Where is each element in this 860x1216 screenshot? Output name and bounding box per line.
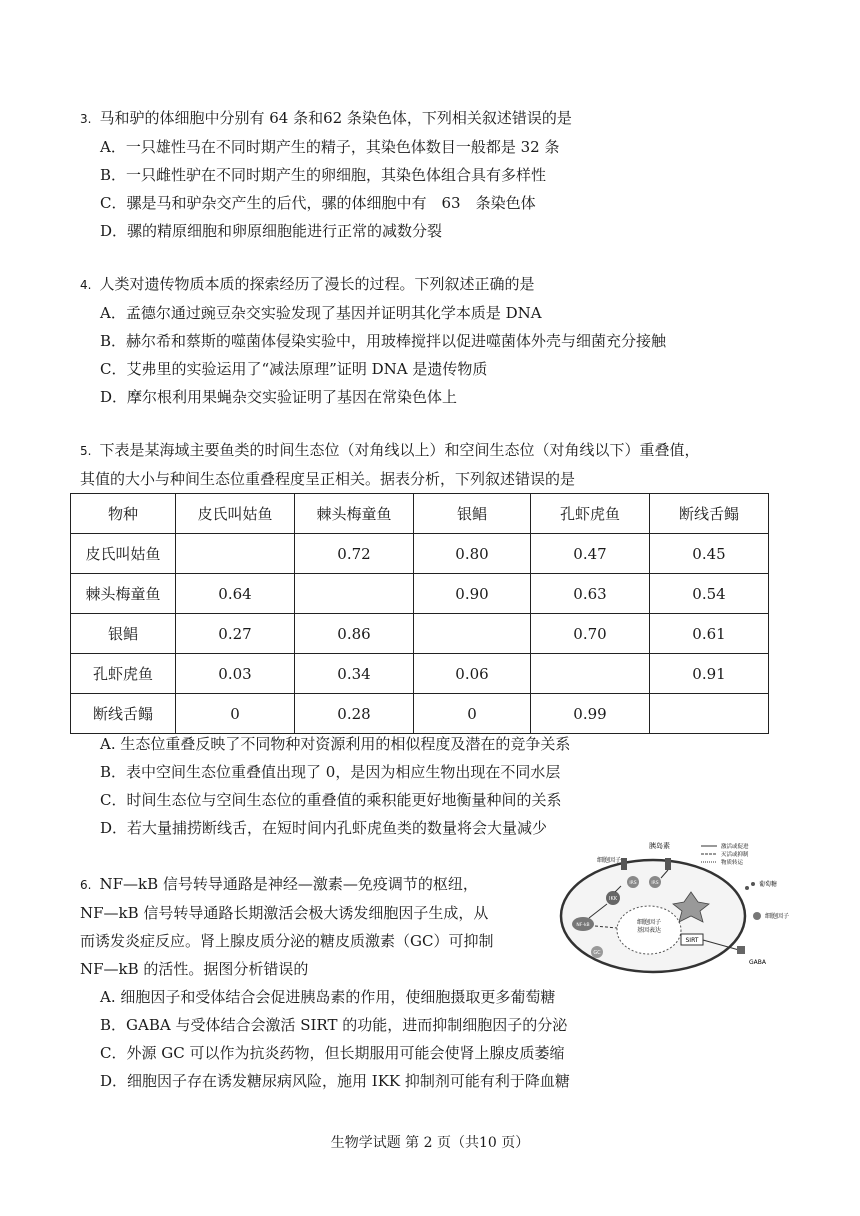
ikk-label: IKK xyxy=(608,896,618,902)
cytokine-right-dot xyxy=(753,912,761,920)
option-c: C．骡是马和驴杂交产生的后代，骡的体细胞中有 63 条染色体 xyxy=(100,194,536,212)
glucose-label: 葡萄糖 xyxy=(759,881,778,888)
option-c: C．外源 GC 可以作为抗炎药物，但长期服用可能会使肾上腺皮质萎缩 xyxy=(100,1044,565,1062)
question-5-options xyxy=(80,730,780,842)
option-b: B．赫尔希和蔡斯的噬菌体侵染实验中，用玻棒搅拌以促进噬菌体外壳与细菌充分接触 xyxy=(100,332,667,350)
glucose-dot xyxy=(751,882,755,886)
table-cell: 断线舌鳎 xyxy=(71,694,176,734)
legend-activate: 激活或促进 xyxy=(721,844,749,850)
question-stem: 马和驴的体细胞中分别有 64 条和62 条染色体，下列相关叙述错误的是 xyxy=(99,109,572,127)
glucose-dot xyxy=(745,886,749,890)
table-cell: 0.72 xyxy=(295,534,414,574)
table-cell: 0.91 xyxy=(650,654,769,694)
question-stem-line1: NF—kB 信号转导通路是神经—激素—免疫调节的枢纽， xyxy=(99,875,478,893)
table-header-cell: 物种 xyxy=(71,494,176,534)
option-a: A. 细胞因子和受体结合会促进胰岛素的作用，使细胞摄取更多葡萄糖 xyxy=(100,988,556,1006)
table-header-cell: 断线舌鳎 xyxy=(650,494,769,534)
table-row xyxy=(71,694,769,734)
table-cell: 0.06 xyxy=(414,654,531,694)
table-header-cell: 棘头梅童鱼 xyxy=(295,494,414,534)
table-cell: 0 xyxy=(414,694,531,734)
table-cell: 0.64 xyxy=(176,574,295,614)
cytokine-right-label: 细胞因子 xyxy=(765,913,790,920)
table-cell xyxy=(414,614,531,654)
receptor-insulin xyxy=(665,858,671,870)
question-number: 6. xyxy=(80,878,92,892)
question-stem-line2: NF—kB 信号转导通路长期激活会极大诱发细胞因子生成，从 xyxy=(80,904,489,922)
nfkb-label: NF-kB xyxy=(576,923,590,928)
table-cell: 0.99 xyxy=(531,694,650,734)
option-b: B．表中空间生态位重叠值出现了 0，是因为相应生物出现在不同水层 xyxy=(100,763,561,781)
table-row xyxy=(71,654,769,694)
table-cell: 0.34 xyxy=(295,654,414,694)
option-d: D．细胞因子存在诱发糖尿病风险，施用 IKK 抑制剂可能有利于降血糖 xyxy=(100,1072,570,1090)
table-cell xyxy=(295,574,414,614)
gaba-label: GABA xyxy=(749,959,766,966)
table-cell: 0.28 xyxy=(295,694,414,734)
question-stem-line3: 而诱发炎症反应。肾上腺皮质分泌的糖皮质激素（GC）可抑制 xyxy=(80,932,494,950)
option-a: A. 生态位重叠反映了不同物种对资源利用的相似程度及潜在的竞争关系 xyxy=(100,735,571,753)
legend-inhibit: 灭活或抑制 xyxy=(721,852,749,858)
receptor-left xyxy=(621,858,627,870)
table-cell: 0.61 xyxy=(650,614,769,654)
table-cell xyxy=(650,694,769,734)
table-row xyxy=(71,614,769,654)
table-header-cell: 银鲳 xyxy=(414,494,531,534)
table-cell: 0.90 xyxy=(414,574,531,614)
question-number: 5. xyxy=(80,444,92,458)
table-cell: 孔虾虎鱼 xyxy=(71,654,176,694)
table-row xyxy=(71,534,769,574)
table-cell: 0 xyxy=(176,694,295,734)
legend-transport: 物质转运 xyxy=(721,860,744,866)
niche-overlap-table xyxy=(70,493,769,734)
cell-signaling-figure xyxy=(553,840,821,976)
nucleus-label-2: 基因表达 xyxy=(636,927,662,934)
table-cell: 0.54 xyxy=(650,574,769,614)
question-number: 4. xyxy=(80,278,92,292)
gc-label: GC xyxy=(593,950,601,956)
option-b: B．一只雌性驴在不同时期产生的卵细胞，其染色体组合具有多样性 xyxy=(100,166,547,184)
table-cell: 皮氏叫姑鱼 xyxy=(71,534,176,574)
table-header-row xyxy=(71,494,769,534)
question-stem: 人类对遗传物质本质的探索经历了漫长的过程。下列叙述正确的是 xyxy=(99,275,535,293)
table-cell: 0.47 xyxy=(531,534,650,574)
question-stem-line1: 下表是某海域主要鱼类的时间生态位（对角线以上）和空间生态位（对角线以下）重叠值， xyxy=(99,441,700,459)
irs-label-1: IRS xyxy=(629,881,637,886)
table-cell xyxy=(176,534,295,574)
table-cell: 棘头梅童鱼 xyxy=(71,574,176,614)
option-c: C．时间生态位与空间生态位的重叠值的乘积能更好地衡量种间的关系 xyxy=(100,791,562,809)
table-cell: 0.27 xyxy=(176,614,295,654)
table-cell: 0.63 xyxy=(531,574,650,614)
option-a: A．孟德尔通过豌豆杂交实验发现了基因并证明其化学本质是 DNA xyxy=(100,304,542,322)
option-b: B．GABA 与受体结合会激活 SIRT 的功能，进而抑制细胞因子的分泌 xyxy=(100,1016,568,1034)
option-a: A．一只雄性马在不同时期产生的精子，其染色体数目一般都是 32 条 xyxy=(100,138,560,156)
table-cell: 0.03 xyxy=(176,654,295,694)
sirt-label: SIRT xyxy=(685,937,699,944)
table-cell: 0.86 xyxy=(295,614,414,654)
table-header-cell: 皮氏叫姑鱼 xyxy=(176,494,295,534)
question-stem-line4: NF—kB 的活性。据图分析错误的 xyxy=(80,960,309,978)
question-4 xyxy=(80,270,780,411)
table-header-cell: 孔虾虎鱼 xyxy=(531,494,650,534)
page-footer: 生物学试题 第 2 页（共10 页） xyxy=(330,1135,530,1151)
table-cell: 银鲳 xyxy=(71,614,176,654)
question-number: 3. xyxy=(80,112,92,126)
table-cell xyxy=(531,654,650,694)
option-d: D．骡的精原细胞和卵原细胞能进行正常的减数分裂 xyxy=(100,222,443,240)
nucleus-label-1: 细胞因子 xyxy=(636,919,662,926)
question-5-stem xyxy=(80,436,780,493)
gaba-receptor xyxy=(737,946,745,954)
question-3 xyxy=(80,104,780,245)
irs-label-2: IRS xyxy=(651,881,659,886)
insulin-label: 胰岛素 xyxy=(649,842,670,850)
question-stem-line2: 其值的大小与种间生态位重叠程度呈正相关。据表分析，下列叙述错误的是 xyxy=(80,470,576,488)
table-cell: 0.70 xyxy=(531,614,650,654)
option-c: C．艾弗里的实验运用了“减法原理”证明 DNA 是遗传物质 xyxy=(100,360,488,378)
table-row xyxy=(71,574,769,614)
cytokine-left-label: 细胞因子 xyxy=(597,857,622,864)
table-cell: 0.80 xyxy=(414,534,531,574)
option-d: D．若大量捕捞断线舌，在短时间内孔虾虎鱼类的数量将会大量减少 xyxy=(100,819,548,837)
option-d: D．摩尔根利用果蝇杂交实验证明了基因在常染色体上 xyxy=(100,388,458,406)
table-cell: 0.45 xyxy=(650,534,769,574)
